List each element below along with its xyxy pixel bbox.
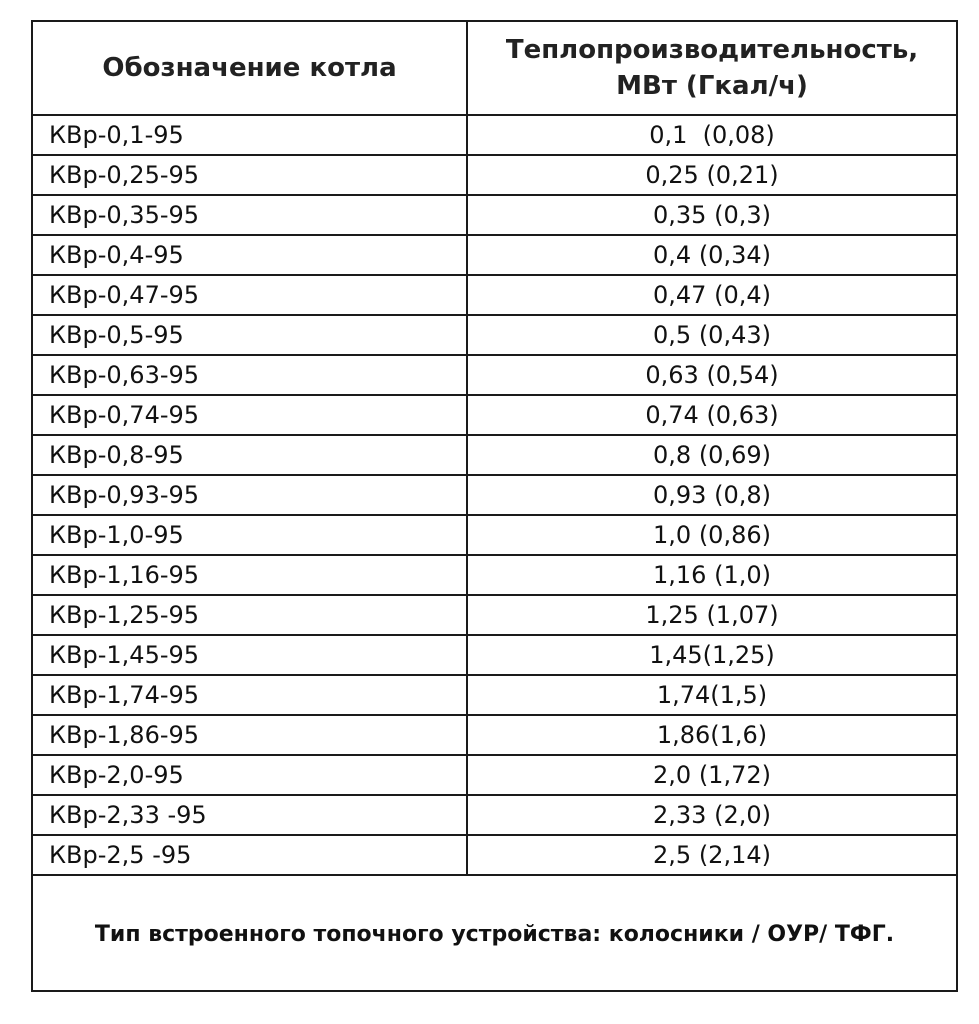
heat-output-cell: 1,16 (1,0) [467, 555, 956, 595]
heat-output-cell: 0,5 (0,43) [467, 315, 956, 355]
heat-output-cell: 0,47 (0,4) [467, 275, 956, 315]
boiler-designation-cell: КВр-0,25-95 [33, 155, 467, 195]
boiler-designation-cell: КВр-1,0-95 [33, 515, 467, 555]
table-row [33, 235, 956, 275]
table-row [33, 315, 956, 355]
table-row [33, 755, 956, 795]
table-row [33, 115, 956, 155]
boiler-designation-cell: КВр-1,16-95 [33, 555, 467, 595]
heat-output-cell: 1,25 (1,07) [467, 595, 956, 635]
boiler-designation-cell: КВр-0,8-95 [33, 435, 467, 475]
table-row [33, 675, 956, 715]
boiler-designation-cell: КВр-2,0-95 [33, 755, 467, 795]
table-row [33, 275, 956, 315]
table-row [33, 715, 956, 755]
boiler-designation-cell: КВр-1,45-95 [33, 635, 467, 675]
heat-output-cell: 1,45(1,25) [467, 635, 956, 675]
heat-output-cell: 2,5 (2,14) [467, 835, 956, 875]
table-row [33, 435, 956, 475]
table-row [33, 355, 956, 395]
table-row [33, 515, 956, 555]
heat-output-cell: 1,0 (0,86) [467, 515, 956, 555]
heat-output-cell: 1,86(1,6) [467, 715, 956, 755]
boiler-designation-cell: КВр-1,25-95 [33, 595, 467, 635]
table-row [33, 635, 956, 675]
boiler-designation-cell: КВр-0,74-95 [33, 395, 467, 435]
heat-output-cell: 0,1 (0,08) [467, 115, 956, 155]
table-row [33, 475, 956, 515]
table-row [33, 835, 956, 875]
heat-output-cell: 2,33 (2,0) [467, 795, 956, 835]
heat-output-cell: 0,63 (0,54) [467, 355, 956, 395]
table-header-row [33, 22, 956, 115]
firebox-type-note: Тип встроенного топочного устройства: колосники / ОУР/ ТФГ. [94, 921, 895, 947]
heat-output-cell: 0,93 (0,8) [467, 475, 956, 515]
table-row [33, 795, 956, 835]
boiler-designation-cell: КВр-0,1-95 [33, 115, 467, 155]
header-heat-output-line2: МВт (Гкал/ч) [616, 71, 808, 101]
table-row [33, 155, 956, 195]
boiler-designation-cell: КВр-0,93-95 [33, 475, 467, 515]
header-boiler-designation: Обозначение котла [33, 22, 467, 115]
boiler-designation-cell: КВр-0,5-95 [33, 315, 467, 355]
heat-output-cell: 0,4 (0,34) [467, 235, 956, 275]
boiler-spec-table [33, 22, 956, 876]
table-row [33, 395, 956, 435]
header-heat-output-line1: Теплопроизводительность, [505, 35, 919, 65]
table-body [33, 115, 956, 875]
table-row [33, 195, 956, 235]
heat-output-cell: 0,8 (0,69) [467, 435, 956, 475]
heat-output-cell: 0,74 (0,63) [467, 395, 956, 435]
boiler-designation-cell: КВр-0,47-95 [33, 275, 467, 315]
heat-output-cell: 0,25 (0,21) [467, 155, 956, 195]
header-heat-output [467, 22, 956, 115]
boiler-designation-cell: КВр-2,5 -95 [33, 835, 467, 875]
boiler-designation-cell: КВр-1,86-95 [33, 715, 467, 755]
boiler-designation-cell: КВр-2,33 -95 [33, 795, 467, 835]
heat-output-cell: 0,35 (0,3) [467, 195, 956, 235]
heat-output-cell: 2,0 (1,72) [467, 755, 956, 795]
boiler-designation-cell: КВр-0,63-95 [33, 355, 467, 395]
table-row [33, 555, 956, 595]
boiler-designation-cell: КВр-1,74-95 [33, 675, 467, 715]
heat-output-cell: 1,74(1,5) [467, 675, 956, 715]
boiler-designation-cell: КВр-0,35-95 [33, 195, 467, 235]
table-row [33, 595, 956, 635]
boiler-spec-sheet [31, 20, 958, 992]
boiler-designation-cell: КВр-0,4-95 [33, 235, 467, 275]
